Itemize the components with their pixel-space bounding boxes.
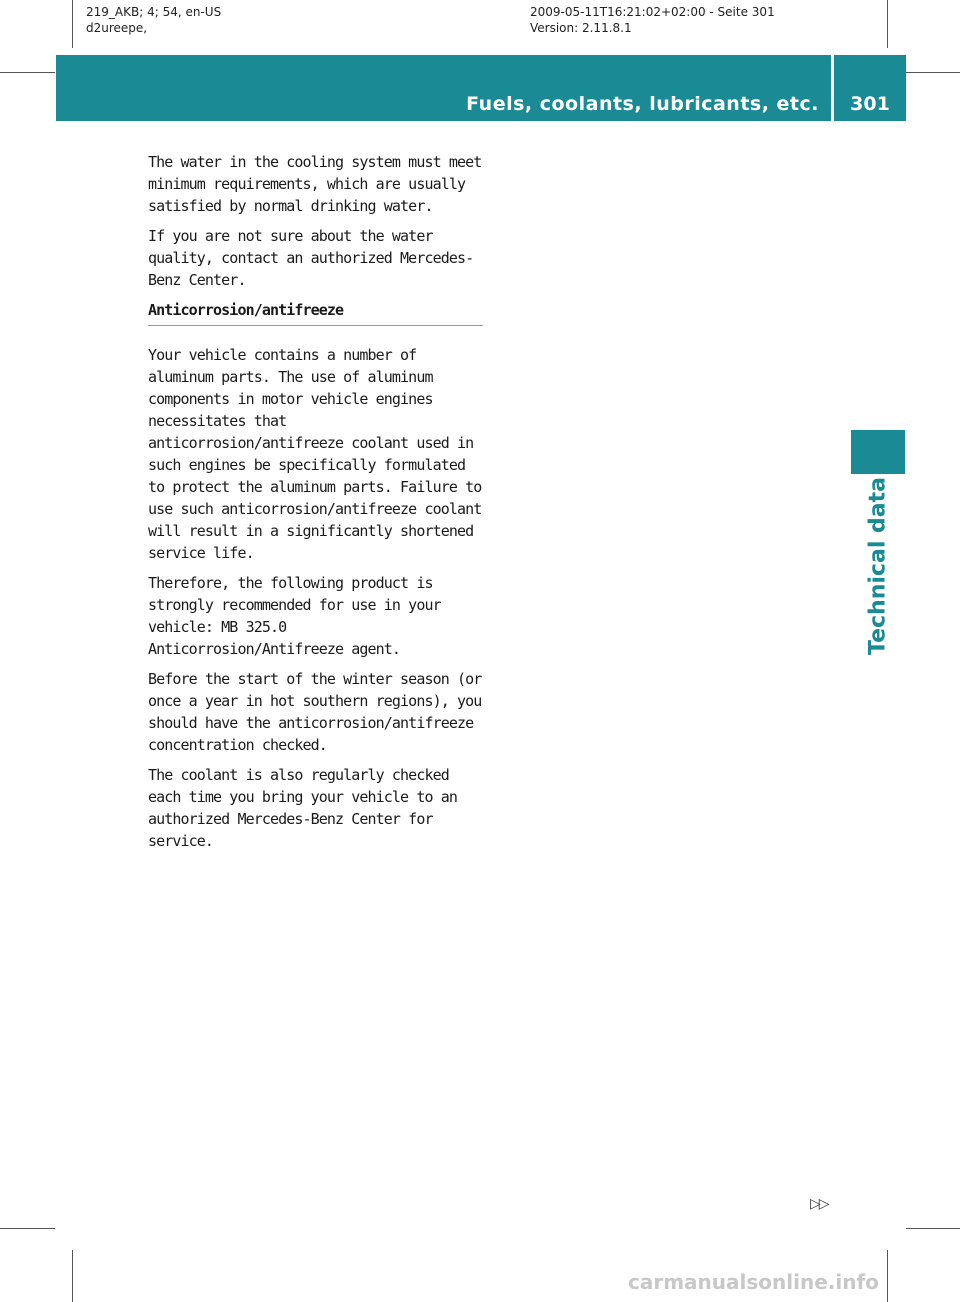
main-content [148,151,483,860]
paragraph-water-requirements: The water in the cooling system must meet minimum requirements, which are usually satisfied by normal drinking water. [148,153,482,215]
crop-mark [906,72,960,73]
paragraph-service-check: The coolant is also regularly checked each time you bring your vehicle to an authorized Mercedes-Benz Center for service. [148,766,457,850]
page-number: 301 [850,93,890,115]
side-tab-marker [851,430,905,474]
print-meta-right-line2: Version: 2.11.8.1 [530,21,632,35]
continue-arrow-icon: ▷▷ [810,1196,828,1212]
crop-mark [906,1228,960,1229]
print-meta-right-line1: 2009-05-11T16:21:02+02:00 - Seite 301 [530,5,775,19]
section-title: Fuels, coolants, lubricants, etc. [466,93,819,115]
side-tab-label: Technical data [865,477,891,655]
paragraph-recommended-product: Therefore, the following product is strongly recommended for use in your vehicle: MB 325.0 Anticorrosion/Antifreeze agent. [148,574,441,658]
crop-mark [72,0,73,48]
print-meta-left-line2: d2ureepe, [86,21,148,35]
crop-mark [0,72,55,73]
paragraph-aluminum-parts: Your vehicle contains a number of aluminum parts. The use of aluminum components in motor vehicle engines necessitates that anticorrosion/antifreeze coolant used in such engines be specifically formulated to protect the aluminum parts. Failure to use such anticorrosion/antifreeze coolant will result in a significantly shortened service life. [148,346,482,562]
paragraph-water-quality: If you are not sure about the water quality, contact an authorized Mercedes-Benz Center. [148,227,474,289]
crop-mark [72,1250,73,1302]
crop-mark [0,1228,55,1229]
watermark: carmanualsonline.info [628,1270,879,1294]
section-heading: Anticorrosion/antifreeze [148,299,483,326]
crop-mark [887,1250,888,1302]
print-meta-right [530,4,775,36]
print-meta-left [86,4,221,36]
paragraph-concentration-check: Before the start of the winter season (or once a year in hot southern regions), you should have the anticorrosion/antifreeze concentration checked. [148,670,482,754]
print-meta-left-line1: 219_AKB; 4; 54, en-US [86,5,222,19]
crop-mark [887,0,888,48]
